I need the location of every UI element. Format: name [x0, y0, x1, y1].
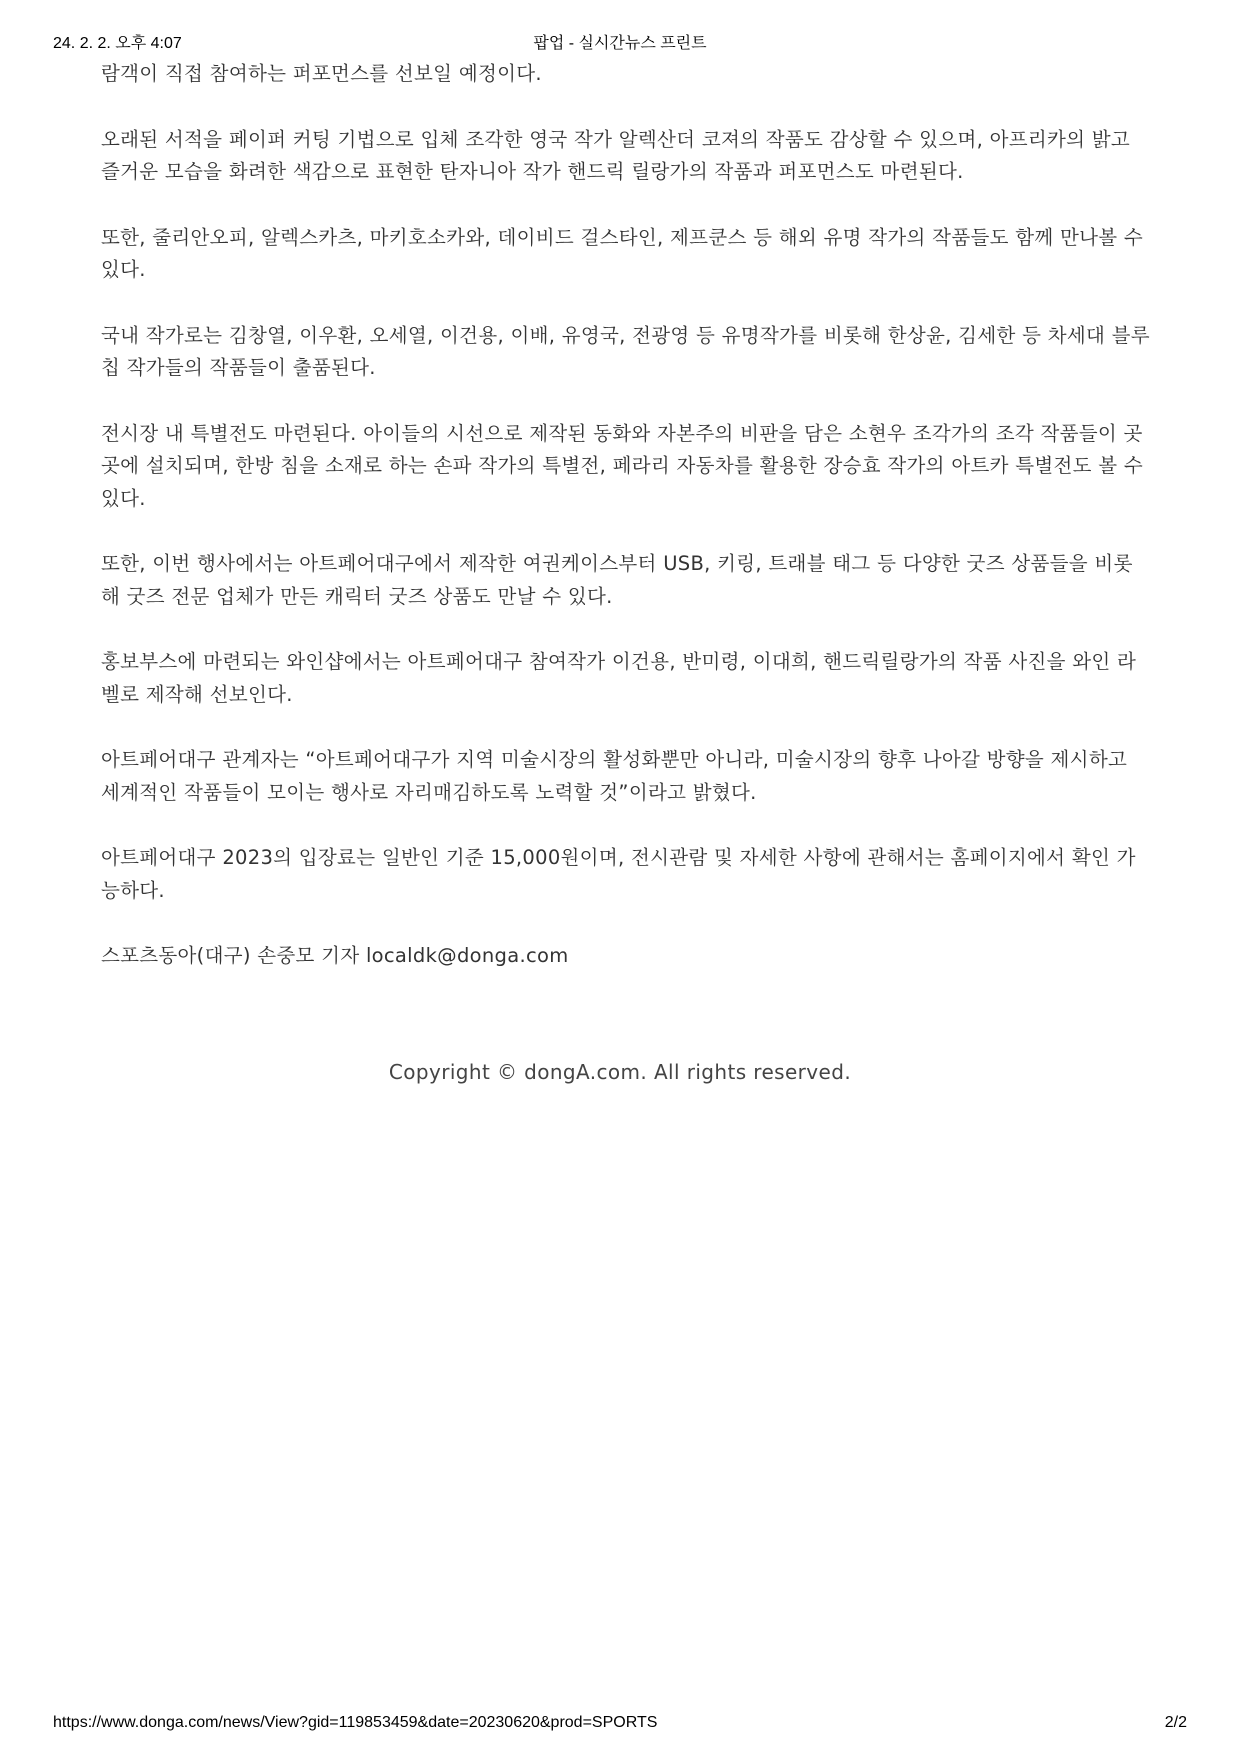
article-paragraph: 람객이 직접 참여하는 퍼포먼스를 선보일 예정이다. — [101, 62, 542, 85]
reporter-byline: 스포츠동아(대구) 손중모 기자 localdk@donga.com — [101, 944, 569, 967]
print-footer — [53, 1714, 1187, 1738]
article-paragraph: 홍보부스에 마련되는 와인샵에서는 아트페어대구 참여작가 이건용, 반미령, 이대희, 핸드릭릴랑가의 작품 사진을 와인 라벨로 제작해 선보인다. — [101, 650, 1137, 706]
article-paragraph: 아트페어대구 2023의 입장료는 일반인 기준 15,000원이며, 전시관람 및 자세한 사항에 관해서는 홈페이지에서 확인 가능하다. — [101, 846, 1136, 902]
article-paragraph: 또한, 줄리안오피, 알렉스카츠, 마키호소카와, 데이비드 걸스타인, 제프쿤스 등 해외 유명 작가의 작품들도 함께 만나볼 수 있다. — [101, 225, 1144, 281]
print-page-title: 팝업 - 실시간뉴스 프린트 — [533, 35, 707, 52]
print-source-url: https://www.donga.com/news/View?gid=119853459&date=20230620&prod=SPORTS — [53, 1714, 658, 1731]
article-paragraph: 아트페어대구 관계자는 “아트페어대구가 지역 미술시장의 활성화뿐만 아니라, 미술시장의 향후 나아갈 방향을 제시하고 세계적인 작품들이 모이는 행사로 자리매김하도록 노력할 것”이라고 밝혔다. — [101, 748, 1128, 804]
print-page-number: 2/2 — [1164, 1714, 1187, 1731]
article-paragraph: 오래된 서적을 페이퍼 커팅 기법으로 입체 조각한 영국 작가 알렉산더 코져의 작품도 감상할 수 있으며, 아프리카의 밝고 즐거운 모습을 화려한 색감으로 표현한 탄자니아 작가 핸드릭 릴랑가의 작품과 퍼포먼스도 마련된다. — [101, 127, 1131, 183]
article-paragraph: 전시장 내 특별전도 마련된다. 아이들의 시선으로 제작된 동화와 자본주의 비판을 담은 소현우 조각가의 조각 작품들이 곳곳에 설치되며, 한방 침을 소재로 하는 손파 작가의 특별전, 페라리 자동차를 활용한 장승효 작가의 아트카 특별전도 볼 수 있다. — [101, 421, 1144, 510]
article-paragraph: 국내 작가로는 김창열, 이우환, 오세열, 이건용, 이배, 유영국, 전광영 등 유명작가를 비롯해 한상윤, 김세한 등 차세대 블루칩 작가들의 작품들이 출품된다. — [101, 323, 1150, 379]
article-paragraph: 또한, 이번 행사에서는 아트페어대구에서 제작한 여권케이스부터 USB, 키링, 트래블 태그 등 다양한 굿즈 상품들을 비롯해 굿즈 전문 업체가 만든 캐릭터 굿즈 상품도 만날 수 있다. — [101, 552, 1133, 608]
article-body — [101, 58, 1151, 1006]
copyright-notice: Copyright © dongA.com. All rights reserved. — [388, 1060, 852, 1084]
print-header — [53, 30, 1187, 54]
print-datetime: 24. 2. 2. 오후 4:07 — [53, 35, 182, 52]
